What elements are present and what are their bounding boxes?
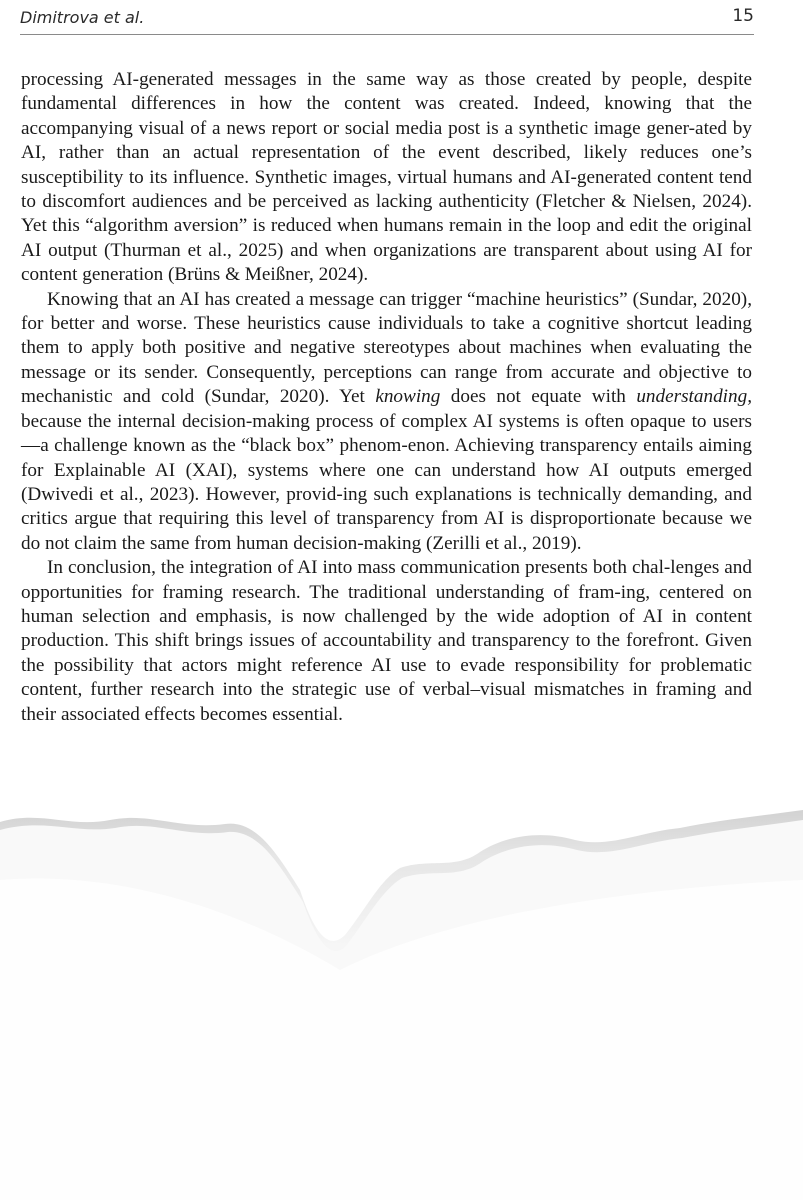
page-number: 15 bbox=[732, 6, 754, 26]
paragraph-3: In conclusion, the integration of AI into mass communication presents both chal-lenges and opportunities for framing research. The traditional understanding of fram-ing, centered on human selection and emphasis, is now challenged by the wide adoption of AI in content production. This shift brings issues of accountability and transparency to the forefront. Given the possibility that actors might reference AI use to evade responsibility for problematic content, further research into the strategic use of verbal–visual mismatches in framing and their associated effects becomes essential. bbox=[21, 557, 752, 725]
paragraph-2 bbox=[21, 288, 752, 556]
torn-edge-shadow bbox=[0, 810, 803, 1200]
emphasis-knowing: knowing bbox=[375, 386, 441, 408]
paragraph-1: processing AI-generated messages in the same way as those created by people, despite fundamental differences in how the content was created. Indeed, knowing that the accompanying visual of a news report or social media post is a synthetic image gener-ated by AI, rather than an actual representation of the event described, likely reduces one’s susceptibility to its influence. Synthetic images, virtual humans and AI-generated content tend to discomfort audiences and be perceived as lacking authenticity (Fletcher & Nielsen, 2024). Yet this “algorithm aversion” is reduced when humans remain in the loop and edit the original AI output (Thurman et al., 2025) and when organizations are transparent about using AI for content generation (Brüns & Meißner, 2024). bbox=[21, 69, 752, 286]
running-head-author: Dimitrova et al. bbox=[20, 8, 145, 27]
paragraph-2-text-a: Knowing that an AI has created a message can trigger “machine heuristics” (Sundar, 2020), for better and worse. These heuristics cause individuals to take a cognitive shortcut leading them to apply both positive and negative stereotypes about machines when evaluating the message or its sender. Consequently, perceptions can range from accurate and objective to mechanistic and cold (Sundar, 2020). Yet bbox=[21, 288, 752, 408]
torn-edge-highlight bbox=[0, 820, 803, 1200]
torn-paper-effect bbox=[0, 770, 803, 1200]
running-header bbox=[20, 0, 754, 35]
article-body bbox=[21, 68, 752, 727]
torn-edge-fade bbox=[0, 878, 803, 1200]
paragraph-2-text-b: does not equate with bbox=[440, 386, 637, 408]
paragraph-2-text-c: because the internal decision-making process of complex AI systems is often opaque to users—a challenge known as the “black box” phenom-enon. Achieving transparency entails aiming for Explainable AI (XAI), systems where one can understand how AI outputs emerged (Dwivedi et al., 2023). However, provid-ing such explanations is technically demanding, and critics argue that requiring this level of transparency from AI is disproportionate because we do not claim the same from human decision-making (Zerilli et al., 2019). bbox=[21, 410, 752, 554]
emphasis-understanding: understanding, bbox=[636, 386, 752, 408]
